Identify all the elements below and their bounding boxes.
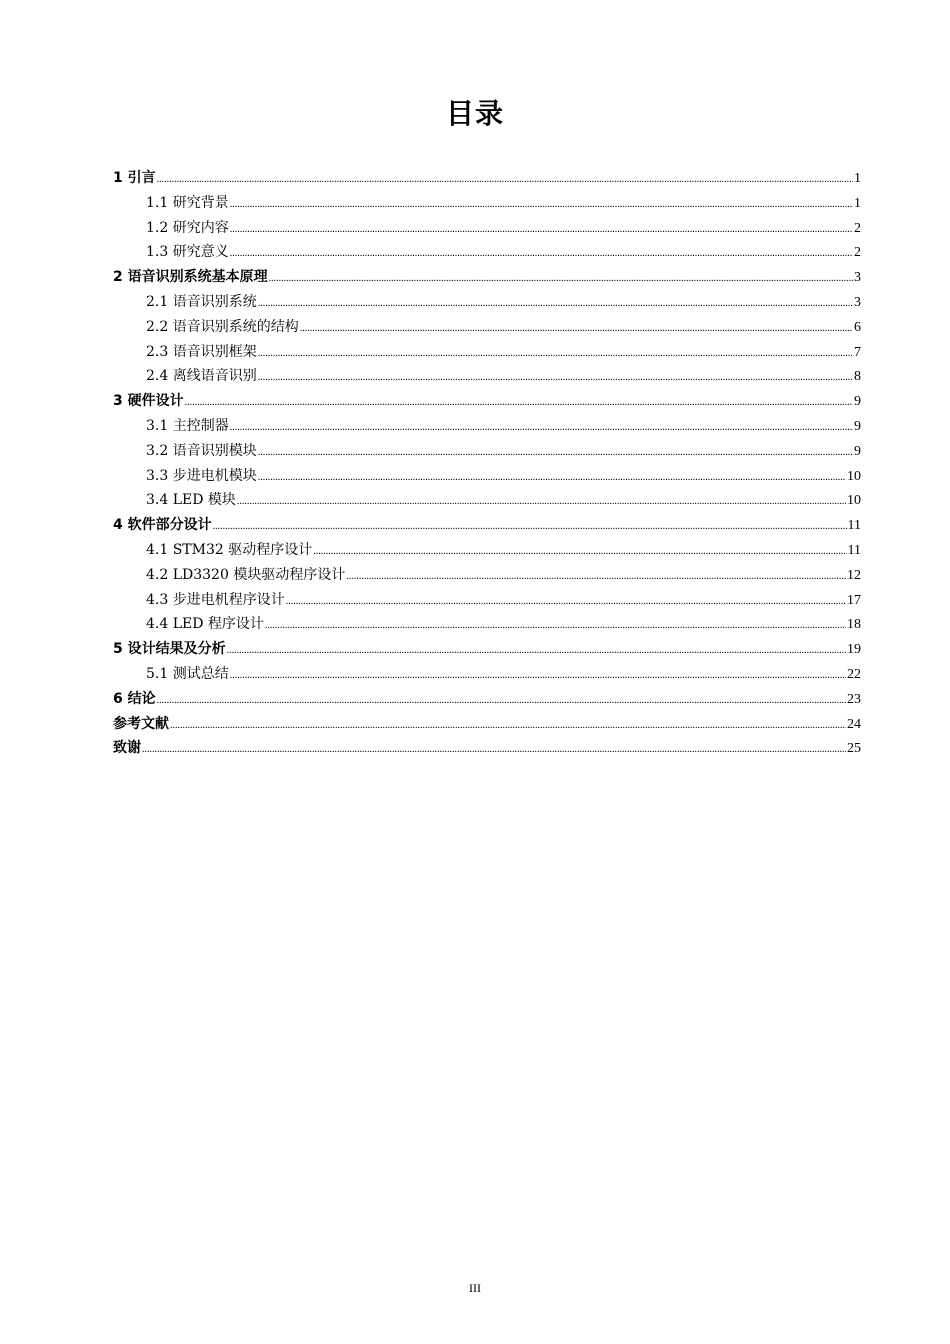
toc-entry-section[interactable]	[113, 539, 861, 564]
toc-entry-section[interactable]	[113, 564, 861, 589]
toc-entry-label: 3.4 LED 模块	[146, 492, 236, 509]
toc-entry-page-number: 24	[847, 716, 861, 732]
toc-entry-page-number: 19	[847, 642, 861, 658]
toc-leader-dots	[313, 546, 846, 557]
toc-entry-label: 参考文献	[113, 715, 169, 732]
toc-entry-label: 4.4 LED 程序设计	[146, 616, 264, 633]
toc-leader-dots	[286, 596, 846, 607]
toc-entry-chapter[interactable]	[113, 688, 861, 713]
toc-entry-section[interactable]	[113, 489, 861, 514]
toc-entry-label: 4.2 LD3320 模块驱动程序设计	[146, 566, 346, 583]
toc-entry-page-number: 2	[854, 220, 861, 236]
toc-entry-label: 1 引言	[113, 170, 156, 186]
toc-entry-label: 3.1 主控制器	[146, 417, 229, 434]
toc-entry-section[interactable]	[113, 192, 861, 217]
toc-leader-dots	[237, 496, 846, 507]
toc-entry-label: 2.1 语音识别系统	[146, 293, 257, 310]
toc-entry-page-number: 11	[847, 518, 861, 534]
toc-entry-page-number: 9	[854, 443, 861, 459]
toc-entry-page-number: 22	[847, 666, 861, 682]
toc-entry-section[interactable]	[113, 365, 861, 390]
toc-entry-label: 2.4 离线语音识别	[146, 368, 257, 385]
toc-entry-label: 4 软件部分设计	[113, 517, 212, 534]
toc-leader-dots	[230, 224, 853, 235]
toc-entry-label: 致谢	[113, 740, 141, 757]
toc-entry-label: 2.3 语音识别框架	[146, 343, 257, 360]
toc-leader-dots	[258, 298, 853, 309]
toc-entry-page-number: 6	[854, 319, 861, 335]
toc-entry-label: 3 硬件设计	[113, 393, 184, 410]
toc-entry-page-number: 8	[854, 369, 861, 385]
toc-leader-dots	[258, 348, 853, 359]
toc-leader-dots	[258, 372, 853, 383]
toc-leader-dots	[157, 695, 846, 706]
toc-entry-section[interactable]	[113, 663, 861, 688]
toc-entry-chapter[interactable]	[113, 638, 861, 663]
toc-entry-chapter[interactable]	[113, 390, 861, 415]
toc-leader-dots	[258, 472, 846, 483]
toc-entry-label: 4.3 步进电机程序设计	[146, 591, 285, 608]
toc-entry-section[interactable]	[113, 465, 861, 490]
toc-entry-label: 2.2 语音识别系统的结构	[146, 318, 299, 335]
toc-entry-section[interactable]	[113, 415, 861, 440]
toc-entry-chapter[interactable]	[113, 713, 861, 738]
page-title: 目录	[445, 97, 504, 130]
toc-entry-section[interactable]	[113, 291, 861, 316]
toc-entry-label: 4.1 STM32 驱动程序设计	[146, 541, 313, 558]
toc-entry-page-number: 3	[854, 294, 861, 310]
toc-entry-page-number: 10	[847, 468, 861, 484]
toc-entry-page-number: 12	[847, 567, 861, 583]
toc-entry-label: 3.2 语音识别模块	[146, 442, 257, 459]
table-of-contents	[113, 167, 861, 762]
toc-leader-dots	[230, 199, 853, 210]
toc-entry-section[interactable]	[113, 316, 861, 341]
toc-entry-page-number: 11	[847, 542, 861, 558]
toc-leader-dots	[258, 447, 853, 458]
toc-entry-label: 1.3 研究意义	[146, 244, 229, 261]
toc-leader-dots	[230, 422, 853, 433]
toc-leader-dots	[230, 248, 853, 259]
toc-entry-page-number: 25	[847, 741, 861, 757]
toc-leader-dots	[300, 323, 853, 334]
toc-entry-chapter[interactable]	[113, 737, 861, 762]
toc-entry-page-number: 18	[847, 617, 861, 633]
toc-entry-section[interactable]	[113, 589, 861, 614]
toc-entry-label: 5.1 测试总结	[146, 665, 229, 682]
toc-entry-page-number: 17	[847, 592, 861, 608]
toc-entry-label: 1.2 研究内容	[146, 219, 229, 236]
toc-entry-label: 3.3 步进电机模块	[146, 467, 257, 484]
toc-entry-page-number: 23	[847, 691, 861, 707]
toc-entry-label: 5 设计结果及分析	[113, 641, 226, 658]
toc-entry-label: 6 结论	[113, 690, 156, 707]
toc-leader-dots	[269, 273, 853, 284]
toc-entry-page-number: 9	[854, 418, 861, 434]
toc-entry-chapter[interactable]	[113, 167, 861, 192]
toc-entry-page-number: 1	[854, 171, 861, 186]
toc-entry-chapter[interactable]	[113, 514, 861, 539]
toc-entry-page-number: 7	[854, 344, 861, 360]
toc-entry-page-number: 2	[854, 245, 861, 261]
toc-entry-section[interactable]	[113, 217, 861, 242]
toc-leader-dots	[185, 397, 853, 408]
toc-leader-dots	[265, 620, 846, 631]
toc-entry-label: 2 语音识别系统基本原理	[113, 269, 268, 286]
toc-entry-page-number: 1	[854, 195, 861, 211]
toc-leader-dots	[157, 174, 853, 185]
toc-leader-dots	[227, 645, 846, 656]
toc-leader-dots	[170, 720, 846, 731]
toc-leader-dots	[230, 670, 846, 681]
toc-entry-section[interactable]	[113, 341, 861, 366]
toc-entry-label: 1.1 研究背景	[146, 194, 229, 211]
toc-entry-chapter[interactable]	[113, 266, 861, 291]
toc-leader-dots	[346, 571, 846, 582]
toc-entry-page-number: 3	[854, 270, 861, 286]
toc-entry-page-number: 9	[854, 394, 861, 410]
toc-entry-page-number: 10	[847, 493, 861, 509]
toc-entry-section[interactable]	[113, 440, 861, 465]
toc-entry-section[interactable]	[113, 613, 861, 638]
page-number: III	[469, 1281, 481, 1295]
toc-entry-section[interactable]	[113, 241, 861, 266]
toc-leader-dots	[213, 521, 847, 532]
toc-leader-dots	[142, 744, 846, 755]
